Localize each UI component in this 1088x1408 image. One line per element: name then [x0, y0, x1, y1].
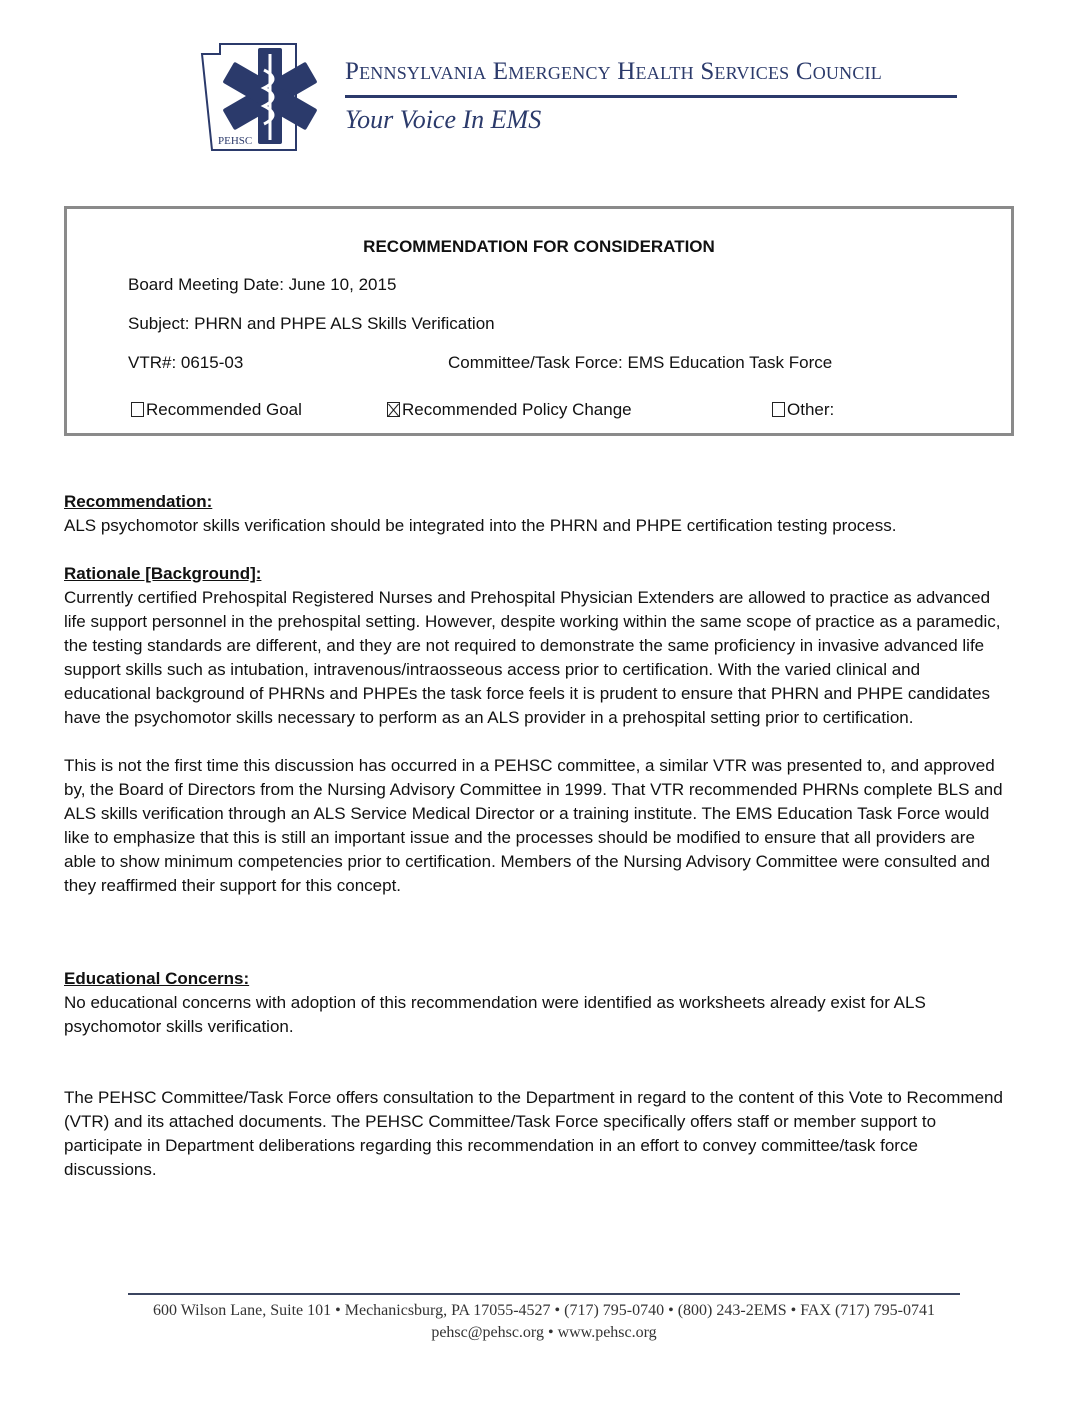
closing-section [64, 1086, 1004, 1182]
rationale-section [64, 562, 1004, 898]
closing-text: The PEHSC Committee/Task Force offers consultation to the Department in regard to the content of this Vote to Recommend (VTR) and its attached documents. The PEHSC Committee/Task Force specifically offers staff or member support to participate in Department deliberations regarding this recommendation in an effort to convey committee/task force discussions. [64, 1088, 1003, 1179]
option-other[interactable] [772, 400, 834, 420]
recommended-goal-checkbox[interactable] [131, 402, 144, 417]
rationale-heading: Rationale [Background]: [64, 564, 262, 583]
recommendation-section [64, 490, 1004, 538]
logo-text: PEHSC [218, 135, 253, 147]
rationale-paragraph-2: This is not the first time this discussion has occurred in a PEHSC committee, a similar VTR was presented to, and approved by, the Board of Directors from the Nursing Advisory Committee in 1999. That VTR recommended PHRNs complete BLS and ALS skills verification through an ALS Service Medical Director or a training institute. The EMS Education Task Force would like to emphasize that this is still an important issue and the processes should be modified to ensure that all providers are able to show minimum competencies prior to certification. Members of the Nursing Advisory Committee were consulted and they reaffirmed their support for this concept. [64, 756, 1003, 895]
footer-divider [128, 1293, 960, 1295]
recommendation-heading: Recommendation: [64, 492, 213, 511]
form-title: RECOMMENDATION FOR CONSIDERATION [363, 237, 715, 256]
tagline: Your Voice In EMS [345, 105, 542, 134]
educational-concerns-section [64, 967, 1004, 1039]
other-checkbox[interactable] [772, 402, 785, 417]
option-label: Other: [787, 400, 835, 419]
footer-address: 600 Wilson Lane, Suite 101 • Mechanicsburg, PA 17055-4527 • (717) 795-0740 • (800) 243-2EMS • FAX (717) 795-0741 [152, 1302, 935, 1319]
committee: Committee/Task Force: EMS Education Task Force [448, 353, 833, 372]
option-label: Recommended Goal [146, 400, 302, 419]
organization-name: Pennsylvania Emergency Health Services Council [345, 58, 882, 85]
header-divider [345, 95, 957, 98]
recommended-policy-change-checkbox[interactable] [387, 402, 400, 417]
option-recommended-policy-change[interactable] [387, 400, 632, 420]
subject: Subject: PHRN and PHPE ALS Skills Verification [128, 314, 495, 333]
recommendation-text: ALS psychomotor skills verification should be integrated into the PHRN and PHPE certification testing process. [64, 516, 897, 535]
board-meeting-date: Board Meeting Date: June 10, 2015 [128, 275, 397, 294]
educational-concerns-text: No educational concerns with adoption of this recommendation were identified as worksheets already exist for ALS psychomotor skills verification. [64, 993, 926, 1036]
rationale-paragraph-1: Currently certified Prehospital Registered Nurses and Prehospital Physician Extenders are allowed to practice as advanced life support personnel in the prehospital setting. However, despite working within the same scope of practice as a paramedic, the testing standards are different, and they are not required to demonstrate the same proficiency in invasive advanced life support skills such as intubation, intravenous/intraosseous access prior to certification. With the varied clinical and educational background of PHRNs and PHPEs the task force feels it is prudent to ensure that PHRN and PHPE candidates have the psychomotor skills necessary to perform as an ALS provider in a prehospital setting prior to certification. [64, 588, 1001, 727]
recommendation-form-box [64, 206, 1014, 436]
option-recommended-goal[interactable] [131, 400, 302, 420]
vtr-number: VTR#: 0615-03 [128, 353, 244, 372]
pehsc-logo [198, 40, 334, 152]
educational-concerns-heading: Educational Concerns: [64, 969, 250, 988]
option-label: Recommended Policy Change [402, 400, 632, 419]
footer-contact: pehsc@pehsc.org • www.pehsc.org [431, 1324, 657, 1341]
